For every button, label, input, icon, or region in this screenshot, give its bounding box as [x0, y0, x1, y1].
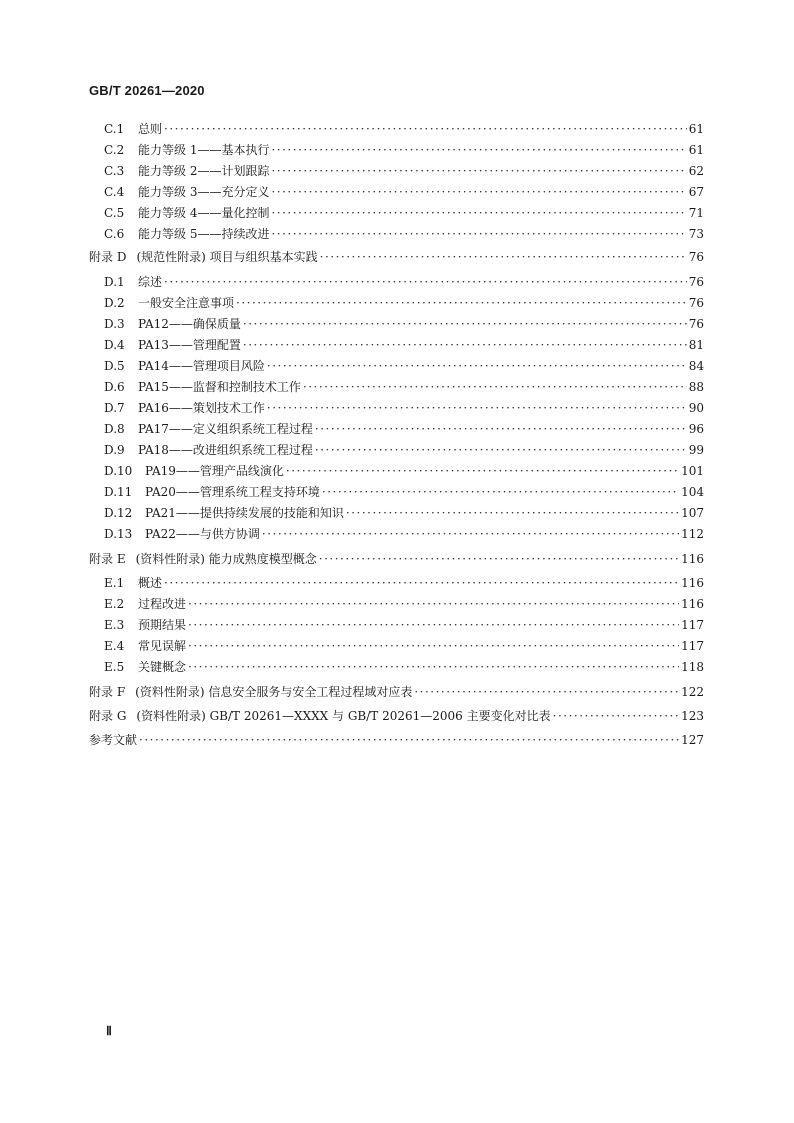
toc-number: D.11: [104, 485, 133, 499]
toc-title: 能力等级 5——持续改进: [138, 227, 270, 241]
toc-title: PA21——提供持续发展的技能和知识: [145, 506, 344, 520]
dot-leader: [164, 121, 687, 137]
toc-page-number: 117: [681, 618, 704, 632]
toc-number: C.4: [104, 185, 125, 199]
dot-leader: [236, 295, 687, 311]
toc-entry-d3[interactable]: [104, 316, 704, 332]
toc-number: D.10: [104, 464, 133, 478]
toc-page-number: 61: [688, 122, 704, 136]
toc-number: 附录 G: [89, 709, 127, 723]
toc-number: D.4: [104, 338, 125, 352]
dot-leader: [139, 732, 679, 748]
toc-page-number: 123: [681, 709, 704, 723]
toc-number: D.12: [104, 506, 133, 520]
dot-leader: [188, 659, 679, 675]
toc-entry-e1[interactable]: [104, 575, 704, 591]
toc-title: PA17——定义组织系统工程过程: [138, 422, 313, 436]
toc-title: 能力等级 2——计划跟踪: [138, 164, 270, 178]
toc-page-number: 76: [688, 250, 704, 264]
dot-leader: [267, 358, 687, 374]
toc-page-number: 101: [681, 464, 704, 478]
toc-entry-c6[interactable]: [104, 226, 704, 242]
toc-title: 常见误解: [138, 639, 187, 653]
toc-title: 关键概念: [138, 660, 187, 674]
toc-entry-d1[interactable]: [104, 274, 704, 290]
toc-entry-references[interactable]: [89, 732, 704, 748]
toc-title: (资料性附录) 信息安全服务与安全工程过程域对应表: [135, 685, 413, 699]
toc-title: 一般安全注意事项: [138, 296, 235, 310]
toc-title: PA18——改进组织系统工程过程: [138, 443, 313, 457]
toc-entry-c2[interactable]: [104, 142, 704, 158]
toc-title: PA16——策划技术工作: [138, 401, 265, 415]
toc-entry-d8[interactable]: [104, 421, 704, 437]
toc-entry-d7[interactable]: [104, 400, 704, 416]
toc-title: PA22——与供方协调: [145, 527, 260, 541]
toc-page-number: 107: [681, 506, 704, 520]
toc-page-number: 76: [688, 275, 704, 289]
toc-page-number: 84: [688, 359, 704, 373]
dot-leader: [267, 400, 687, 416]
dot-leader: [319, 551, 679, 567]
dot-leader: [243, 337, 687, 353]
toc-entry-d10[interactable]: [104, 463, 704, 479]
dot-leader: [315, 421, 687, 437]
toc-page-number: 81: [688, 338, 704, 352]
toc-number: E.2: [104, 597, 125, 611]
toc-number: C.3: [104, 164, 125, 178]
toc-entry-d9[interactable]: [104, 442, 704, 458]
dot-leader: [188, 596, 679, 612]
toc-number: 附录 D: [89, 250, 127, 264]
toc-title: PA14——管理项目风险: [138, 359, 265, 373]
dot-leader: [271, 163, 686, 179]
toc-entry-appendix-e[interactable]: [89, 551, 704, 567]
toc-number: D.8: [104, 422, 125, 436]
dot-leader: [271, 205, 686, 221]
toc-title: PA15——监督和控制技术工作: [138, 380, 301, 394]
toc-entry-d13[interactable]: [104, 526, 704, 542]
dot-leader: [286, 463, 679, 479]
toc-title: 过程改进: [138, 597, 187, 611]
toc-title: 总则: [138, 122, 163, 136]
dot-leader: [262, 526, 679, 542]
toc-number: D.1: [104, 275, 125, 289]
toc-page-number: 62: [688, 164, 704, 178]
toc-entry-c1[interactable]: [104, 121, 704, 137]
toc-entry-c5[interactable]: [104, 205, 704, 221]
toc-entry-appendix-d[interactable]: [89, 249, 704, 265]
toc-title: 参考文献: [89, 733, 138, 747]
toc-entry-e5[interactable]: [104, 659, 704, 675]
toc-page-number: 90: [688, 401, 704, 415]
toc-title: PA12——确保质量: [138, 317, 241, 331]
toc-number: E.1: [104, 576, 125, 590]
toc-entry-e4[interactable]: [104, 638, 704, 654]
dot-leader: [303, 379, 687, 395]
toc-number: D.9: [104, 443, 125, 457]
toc-number: C.5: [104, 206, 125, 220]
toc-entry-d11[interactable]: [104, 484, 704, 500]
toc-title: 能力等级 3——充分定义: [138, 185, 270, 199]
toc-page-number: 99: [688, 443, 704, 457]
toc-page-number: 122: [681, 685, 704, 699]
toc-page-number: 76: [688, 317, 704, 331]
dot-leader: [243, 316, 687, 332]
toc-number: E.5: [104, 660, 125, 674]
toc-title: 综述: [138, 275, 163, 289]
toc-number: D.3: [104, 317, 125, 331]
dot-leader: [322, 484, 679, 500]
toc-page-number: 61: [688, 143, 704, 157]
dot-leader: [271, 184, 686, 200]
dot-leader: [271, 142, 686, 158]
toc-title: PA20——管理系统工程支持环境: [145, 485, 320, 499]
dot-leader: [164, 575, 679, 591]
toc-number: 附录 F: [89, 685, 126, 699]
toc-page-number: 127: [681, 733, 704, 747]
toc-title: (资料性附录) 能力成熟度模型概念: [135, 552, 317, 566]
toc-entry-d5[interactable]: [104, 358, 704, 374]
toc-entry-appendix-g[interactable]: [89, 708, 704, 724]
dot-leader: [188, 638, 679, 654]
toc-page-number: 118: [681, 660, 704, 674]
dot-leader: [188, 617, 679, 633]
dot-leader: [271, 226, 686, 242]
toc-page-number: 71: [688, 206, 704, 220]
toc-page-number: 96: [688, 422, 704, 436]
dot-leader: [346, 505, 679, 521]
toc-entry-e2[interactable]: [104, 596, 704, 612]
toc-number: C.6: [104, 227, 125, 241]
toc-page-number: 116: [681, 597, 704, 611]
toc-number: E.4: [104, 639, 125, 653]
toc-number: D.5: [104, 359, 125, 373]
toc-page-number: 88: [688, 380, 704, 394]
toc-number: D.13: [104, 527, 133, 541]
toc-title: 预期结果: [138, 618, 187, 632]
toc-number: D.6: [104, 380, 125, 394]
dot-leader: [320, 249, 687, 265]
toc-title: 能力等级 4——量化控制: [138, 206, 270, 220]
toc-entry-d6[interactable]: [104, 379, 704, 395]
toc-entry-c3[interactable]: [104, 163, 704, 179]
toc-page-number: 73: [688, 227, 704, 241]
toc-entry-d12[interactable]: [104, 505, 704, 521]
page-number: Ⅱ: [106, 1024, 112, 1038]
toc-page-number: 76: [688, 296, 704, 310]
toc-title: 能力等级 1——基本执行: [138, 143, 270, 157]
dot-leader: [315, 442, 687, 458]
toc-title: (资料性附录) GB/T 20261—XXXX 与 GB/T 20261—2006 主要变化对比表: [136, 709, 551, 723]
toc-entry-d2[interactable]: [104, 295, 704, 311]
toc-number: C.1: [104, 122, 125, 136]
standard-header: GB/T 20261—2020: [89, 83, 205, 98]
toc-number: 附录 E: [89, 552, 126, 566]
toc-page-number: 67: [688, 185, 704, 199]
toc-entry-e3[interactable]: [104, 617, 704, 633]
toc-entry-appendix-f[interactable]: [89, 684, 704, 700]
toc-number: E.3: [104, 618, 125, 632]
toc-title: (规范性附录) 项目与组织基本实践: [136, 250, 318, 264]
toc-title: 概述: [138, 576, 163, 590]
toc-entry-c4[interactable]: [104, 184, 704, 200]
toc-title: PA19——管理产品线演化: [145, 464, 284, 478]
toc-number: D.2: [104, 296, 125, 310]
toc-page-number: 104: [681, 485, 704, 499]
toc-page-number: 116: [681, 576, 704, 590]
toc-page-number: 117: [681, 639, 704, 653]
toc-number: D.7: [104, 401, 125, 415]
toc-number: C.2: [104, 143, 125, 157]
toc-page-number: 116: [681, 552, 704, 566]
toc-entry-d4[interactable]: [104, 337, 704, 353]
dot-leader: [553, 708, 679, 724]
dot-leader: [164, 274, 687, 290]
dot-leader: [414, 684, 679, 700]
toc-page-number: 112: [681, 527, 704, 541]
toc-title: PA13——管理配置: [138, 338, 241, 352]
